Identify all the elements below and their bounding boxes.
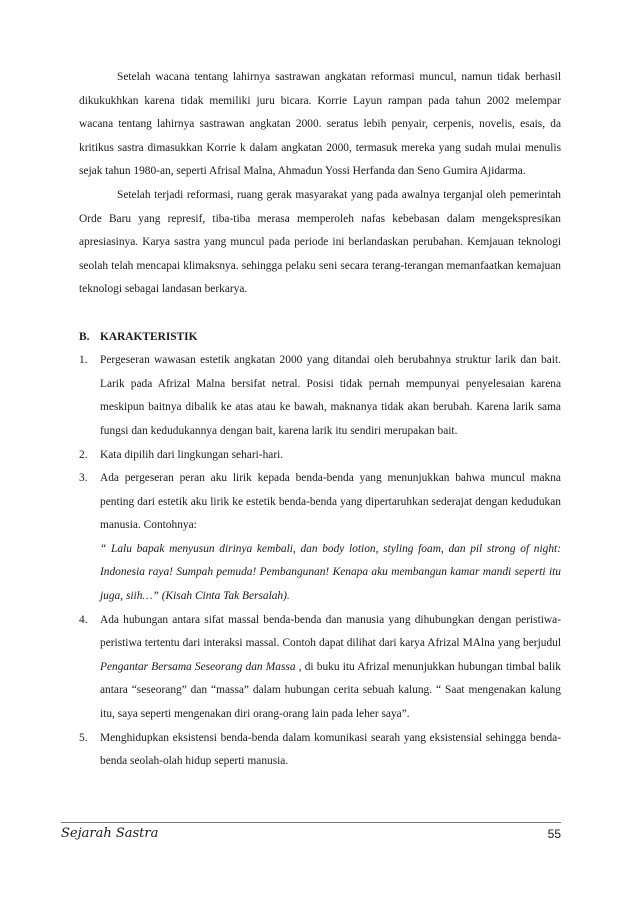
footer-divider bbox=[61, 822, 561, 823]
list-item-text-before: Ada hubungan antara sifat massal benda-benda dan manusia yang dihubungkan dengan peristiwa-peristiwa tertentu dari interaksi massal. Contoh dapat dilihat dari karya Afrizal MAlna yang berjudul bbox=[100, 613, 561, 650]
list-item bbox=[79, 349, 561, 443]
page-content bbox=[79, 66, 561, 774]
list-item-text: Pergeseran wawasan estetik angkatan 2000 yang ditandai oleh berubahnya struktur larik dan bait. Larik pada Afrizal Malna bersifat netral. Posisi tidak pernah mempunyai penyelesaian karena meskipun baitnya dibalik ke atas atau ke bawah, maknanya tidak akan berubah. Karena larik sama fungsi dan kedudukannya dengan bait, karena larik itu sendiri merupakan bait. bbox=[100, 354, 561, 437]
section-heading bbox=[79, 326, 561, 350]
paragraph: Setelah wacana tentang lahirnya sastrawan angkatan reformasi muncul, namun tidak berhasil dikukukhkan karena tidak memiliki juru bicara. Korrie Layun rampan pada tahun 2002 melempar wacana tentang lahirnya sastrawan angkatan 2000. seratus lebih penyair, cerpenis, novelis, esais, da kritikus sastra dimasukkan Korrie k dalam angkatan 2000, termasuk mereka yang sudah mulai menulis sejak tahun 1980-an, seperti Afrisal Malna, Ahmadun Yossi Herfanda dan Seno Gumira Ajidarma. bbox=[79, 71, 561, 178]
list-item-number: 5. bbox=[79, 731, 88, 744]
list-item bbox=[79, 444, 561, 468]
list-item bbox=[79, 609, 561, 727]
section-title: KARAKTERISTIK bbox=[100, 330, 198, 343]
list-item bbox=[79, 727, 561, 774]
quote-text: “ Lalu bapak menyusun dirinya kembali, dan body lotion, styling foam, dan pil strong of night: Indonesia raya! Sumpah pemuda! Pembangunan! Kenapa aku membangun kamar mandi seperti itu juga, siih…” (Kisah Cinta Tak Bersalah). bbox=[100, 542, 561, 603]
list-item-number: 3. bbox=[79, 472, 88, 485]
list-item-text bbox=[100, 609, 561, 727]
page-number: 55 bbox=[547, 827, 561, 841]
paragraph: Setelah terjadi reformasi, ruang gerak masyarakat yang pada awalnya terganjal oleh pemerintah Orde Baru yang represif, tiba-tiba merasa memperoleh nafas kebebasan dalam mengekspresikan apresiasinya. Karya sastra yang muncul pada periode ini berlandaskan perubahan. Kemjauan teknologi seolah telah mencapai klimaksnya. sehingga pelaku seni secara terang-terangan memanfaatkan kemajuan teknologi sebagai landasan berkarya. bbox=[79, 188, 561, 296]
list-item-number: 4. bbox=[79, 613, 88, 626]
work-title: Pengantar Bersama Seseorang dan Massa bbox=[100, 660, 296, 673]
list-item-text: Ada pergeseran peran aku lirik kepada benda-benda yang menunjukkan bahwa muncul makna penting dari estetik aku lirik ke estetik benda-benda yang dipertaruhkan sederajat dengan kedudukan manusia. Contohnya: bbox=[100, 472, 561, 532]
list-item-text: Kata dipilih dari lingkungan sehari-hari. bbox=[100, 448, 284, 461]
list-item bbox=[79, 467, 561, 609]
list-item-number: 1. bbox=[79, 354, 88, 367]
list-item-number: 2. bbox=[79, 448, 88, 461]
section-letter: B. bbox=[79, 330, 90, 343]
list-item-text: Menghidupkan eksistensi benda-benda dalam komunikasi searah yang eksistensial sehingga benda-benda seolah-olah hidup seperti manusia. bbox=[100, 731, 561, 768]
footer-title: Sejarah Sastra bbox=[61, 826, 159, 841]
list-item-text-after: , di buku itu Afrizal menunjukkan hubungan timbal balik antara “seseorang” dan “massa” dalam hubungan cerita sebuah kalung. “ Saat mengenakan kalung itu, saya seperti mengenakan diri orang-orang lain pada leher saya”. bbox=[100, 660, 561, 721]
